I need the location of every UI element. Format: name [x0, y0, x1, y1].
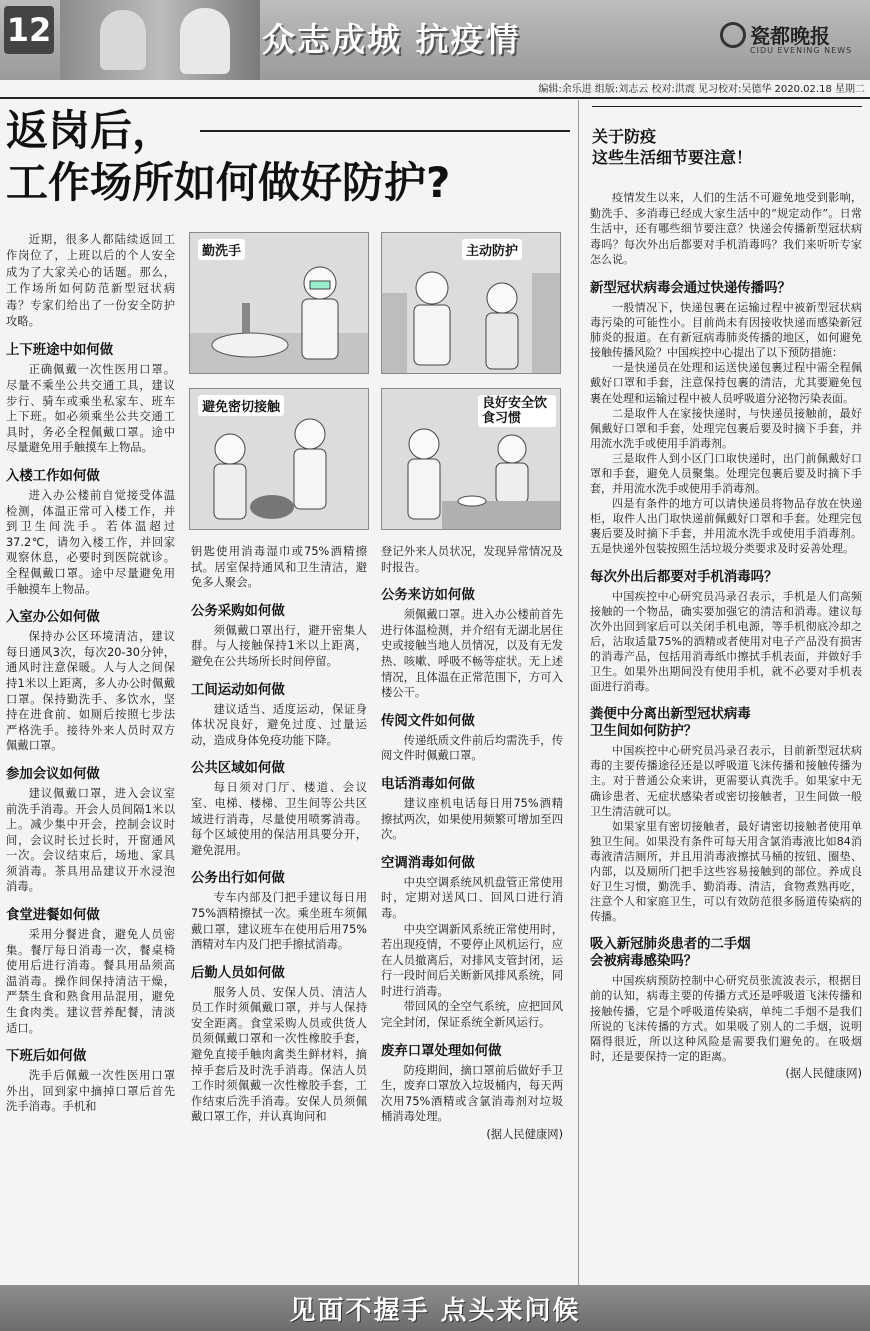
- illustration-grid: [189, 232, 563, 532]
- section-heading-line-2: 会被病毒感染吗？: [590, 954, 698, 970]
- section-heading: 工间运动如何做: [191, 682, 285, 698]
- section-body: 中国疾病预防控制中心研究员张流波表示，根据目前的认知，病毒主要的传播方式还是呼吸道飞沫传播和接触传播，它是个呼吸道传染病，单纯二手烟不是我们所说的飞沫传播的方式。如果吸了别人的二手烟，说明隔得很近，所以这种风险是需要我们避免的。在吸烟时，还是要保持一定的距离。: [590, 974, 862, 1063]
- side-intro: [590, 190, 862, 268]
- article-source: (据人民健康网): [486, 1128, 563, 1142]
- side-title-line-1: 关于防疫: [592, 127, 657, 146]
- section-heading: 电话消毒如何做: [381, 776, 475, 792]
- header-banner: [0, 0, 870, 80]
- section-body: 中央空调系统风机盘管正常使用时，定期对送风口、回风口进行消毒。: [381, 875, 563, 920]
- section-body: 带回风的全空气系统，应把回风完全封闭，保证系统全新风运行。: [381, 1000, 563, 1030]
- article-intro: [6, 232, 175, 330]
- section-body: 中国疾控中心研究员冯录召表示，手机是人们高频接触的一个物品，确实要加强它的清洁和消毒。建议每次外出回到家后可以关闭手机电源，等手机彻底冷却之后，沾取适量75%的酒精或者使用对电子产品没有损害的消毒产品，包括用消毒纸巾擦拭手机表面，并做好手卫生。如果外出期间没有使用手机，就不必要对手机表面进行消毒。: [590, 589, 862, 694]
- side-title-rule: [592, 106, 862, 107]
- panel-label: 勤洗手: [198, 239, 245, 260]
- section-heading: 粪便中分离出新型冠状病毒: [590, 707, 751, 723]
- logo-name: 瓷都晚报: [750, 24, 830, 48]
- section-body: 须佩戴口罩。进入办公楼前首先进行体温检测，并介绍有无湖北居住史或接触当地人员情况，以及有无发热、咳嗽、呼吸不畅等症状。无上述情况，且体温在正常范围下，方可入楼公干。: [381, 608, 563, 700]
- section-heading: 入室办公如何做: [6, 610, 100, 626]
- headline-line-2: 工作场所如何做好防护?: [6, 158, 451, 207]
- section-body: 每日须对门厅、楼道、会议室、电梯、楼梯、卫生间等公共区域进行消毒，尽量使用喷雾消毒。每个区域使用的保洁用具要分开，避免混用。: [191, 781, 367, 857]
- illustration-panel-diet: [381, 388, 561, 530]
- section-body: 建议座机电话每日用75%酒精擦拭两次，如果使用频繁可增加至四次。: [381, 796, 563, 842]
- section-body: 中央空调新风系统正常使用时，若出现疫情，不要停止风机运行，应在人员撤离后，对排风支管封闭，运行一段时间后关断新风排风系统，同时进行消毒。: [381, 922, 563, 998]
- section-heading: 空调消毒如何做: [381, 855, 475, 871]
- headline-line-1: 返岗后，: [6, 106, 175, 155]
- column-middle-2: [381, 544, 563, 1143]
- column-right: [590, 190, 862, 1082]
- logo-mark-icon: [720, 22, 746, 48]
- section-body: 保持办公区环境清洁，建议每日通风3次，每次20-30分钟，通风时注意保暖。人与人之间保持1米以上距离，多人办公时佩戴口罩。保持勤洗手、多饮水，坚持在进食前、如厕后按照七步法严格洗手。接待外来人员时双方佩戴口罩。: [6, 630, 175, 753]
- illustration-panel-distance: [189, 388, 369, 530]
- panel-label: 避免密切接触: [198, 395, 284, 416]
- section-heading: 参加会议如何做: [6, 766, 100, 782]
- headline-rule: [200, 130, 570, 132]
- column-divider: [578, 100, 579, 1285]
- section-body: 建议适当、适度运动，保证身体状况良好，避免过度、过量运动，造成身体免疫功能下降。: [191, 702, 367, 747]
- banner-person-figure: [180, 8, 230, 74]
- section-body: 三是取件人到小区门口取快递时，出门前佩戴好口罩和手套，避免人员聚集。处理完包裹后要及时摘下手套，并用流水洗手或使用手消毒剂。: [590, 451, 862, 496]
- side-article-title: [592, 126, 862, 168]
- section-heading: 公务采购如何做: [191, 603, 285, 619]
- section-body: 建议佩戴口罩，进入会议室前洗手消毒。开会人员间隔1米以上。减少集中开会，控制会议时间，会议时长过长时，开窗通风一次。会议结束后，场地、家具须消毒。茶具用品建议开水浸泡消毒。: [6, 786, 175, 894]
- section-body: 传递纸质文件前后均需洗手，传阅文件时佩戴口罩。: [381, 733, 563, 763]
- side-title-line-2: 这些生活细节要注意！: [592, 148, 753, 167]
- header-rule: [0, 97, 870, 99]
- section-body: 一是快递员在处理和运送快递包裹过程中需全程佩戴好口罩和手套，注意保持包裹的清洁，尤其要避免包裹在处理和运输过程中被人员呼吸道分泌物污染表面。: [590, 361, 862, 405]
- continued-text: 钥匙使用消毒湿巾或75%酒精擦拭。居室保持通风和卫生清洁，避免多人聚会。: [191, 545, 367, 590]
- section-heading: 公务来访如何做: [381, 588, 475, 604]
- section-heading: 公务出行如何做: [191, 871, 285, 887]
- section-body: 进入办公楼前自觉接受体温检测，体温正常可入楼工作，并到卫生间洗手。若体温超过37.2℃，请勿入楼工作，并回家观察休息，必要时到医院就诊。全程佩戴口罩。途中尽量避免用手触摸车上物品。: [6, 489, 175, 596]
- panel-label: 主动防护: [462, 239, 522, 260]
- section-body: 一般情况下，快递包裹在运输过程中被新型冠状病毒污染的可能性小。目前尚未有因接收快递而感染新冠肺炎的报道。在有新冠病毒肺炎传播的地区，如何避免接触传播风险？中国疾控中心提出了以下预防措施：: [590, 300, 862, 360]
- section-body: 如果家里有密切接触者，最好请密切接触者使用单独卫生间。如果没有条件可每天用含氯消毒液比如84消毒液清洁厕所，并且用消毒液擦拭马桶的按钮、圈垫、内部，以及厕所门把手这些容易接触到的部位。养成良好卫生习惯，勤洗手、勤消毒、清洁，食物煮熟再吃，注意个人和家庭卫生，可以有效防范很多肠道传染病的传播。: [590, 819, 862, 924]
- newspaper-logo: [720, 22, 870, 62]
- section-heading: 公共区域如何做: [191, 761, 285, 777]
- section-body: 须佩戴口罩出行，避开密集人群。与人接触保持1米以上距离，避免在公共场所长时间停留。: [191, 623, 367, 668]
- illustration-panel-handwash: [189, 232, 369, 374]
- panel-label: 良好安全饮食习惯: [478, 395, 556, 427]
- page-number: 12: [4, 6, 54, 54]
- section-heading: 新型冠状病毒会通过快递传播吗？: [590, 280, 791, 296]
- section-title: 众志成城 抗疫情: [262, 19, 521, 59]
- banner-photo: [60, 0, 260, 80]
- section-body: 防疫期间，摘口罩前后做好手卫生，废弃口罩放入垃圾桶内，每天两次用75%酒精或含氯消毒剂对垃圾桶消毒处理。: [381, 1063, 563, 1124]
- section-body: 二是取件人在家接快递时，与快递员接触前，最好佩戴好口罩和手套，处理完包裹后要及时摘下手套，并用流水洗手或使用手消毒剂。: [590, 406, 862, 450]
- banner-person-figure: [100, 10, 146, 70]
- section-heading: 每次外出后都要对手机消毒吗？: [590, 569, 778, 585]
- column-middle-1: [191, 544, 367, 1125]
- section-body: 中国疾控中心研究员冯录召表示，目前新型冠状病毒的主要传播途径还是以呼吸道飞沫传播和接触传播为主。对于普通公众来讲，更需要认真洗手。如果家中无确诊患者、无症状感染者或密切接触者，卫生间做一般卫生清洁就可以。: [590, 744, 862, 818]
- continued-text: 登记外来人员状况，发现异常情况及时报告。: [381, 545, 563, 574]
- section-body: 采用分餐进食，避免人员密集。餐厅每日消毒一次，餐桌椅使用后进行消毒。餐具用品须高温消毒。操作间保持清洁干燥，严禁生食和熟食用品混用，避免生食肉类。建议营养配餐，清淡适口。: [6, 928, 175, 1035]
- editor-credits: 编辑:余乐进 组版:刘志云 校对:洪震 见习校对:吴德华 2020.02.18 星期二: [538, 84, 865, 95]
- illustration-panel-protection: [381, 232, 561, 374]
- main-headline: [6, 105, 576, 209]
- section-body: 服务人员、安保人员、清洁人员工作时须佩戴口罩，并与人保持安全距离。食堂采购人员或供货人员须佩戴口罩和一次性橡胶手套，避免直接手触肉禽类生鲜材料，摘掉手套后及时洗手消毒。保洁人员工作时须佩戴一次性橡胶手套，工作结束后洗手消毒。安保人员须佩戴口罩工作，并认真询问和: [191, 985, 367, 1124]
- section-heading: 后勤人员如何做: [191, 965, 285, 981]
- section-heading: 下班后如何做: [6, 1049, 87, 1065]
- footer-banner: [0, 1285, 870, 1331]
- section-heading: 废弃口罩处理如何做: [381, 1043, 502, 1059]
- logo-english: CIDU EVENING NEWS: [750, 46, 853, 55]
- section-heading: 上下班途中如何做: [6, 343, 114, 359]
- column-left: [6, 232, 175, 1115]
- section-body: 洗手后佩戴一次性医用口罩外出，回到家中摘掉口罩后首先洗手消毒。手机和: [6, 1069, 175, 1114]
- intro-text: 近期，很多人都陆续返回工作岗位了，上班以后的个人安全成为了大家关心的话题。那么，工作场所如何防范新型冠状病毒？专家们给出了一份安全防护攻略。: [6, 233, 175, 329]
- section-body: 专车内部及门把手建议每日用75%酒精擦拭一次。乘坐班车须佩戴口罩，建议班车在使用后用75%酒精对车内及门把手擦拭消毒。: [191, 891, 367, 952]
- section-heading: 传阅文件如何做: [381, 713, 475, 729]
- section-body: 四是有条件的地方可以请快递员将物品存放在快递柜，取件人出门取快递前佩戴好口罩和手套。处理完包裹后要及时摘下手套，并用流水洗手或使用手消毒剂。五是快递外包装按照生活垃圾分类要求及时妥善处理。: [590, 497, 862, 556]
- section-heading: 入楼工作如何做: [6, 469, 100, 484]
- section-heading-line-2: 卫生间如何防护？: [590, 724, 698, 740]
- side-intro-text: 疫情发生以来，人们的生活不可避免地受到影响，勤洗手、多消毒已经成大家生活中的“规定动作”。日常生活中，还有哪些细节要注意？快递会传播新型冠状病毒吗？每次外出后都要对手机消毒吗？我们来听听专家怎么说。: [590, 191, 862, 267]
- section-body: 正确佩戴一次性医用口罩。尽量不乘坐公共交通工具，建议步行、骑车或乘坐私家车、班车上下班。如必须乘坐公共交通工具时，务必全程佩戴口罩。途中尽量避免用手触摸车上物品。: [6, 363, 175, 455]
- section-heading: 食堂进餐如何做: [6, 908, 100, 924]
- footer-slogan: 见面不握手 点头来问候: [289, 1295, 581, 1326]
- article-source: (据人民健康网): [785, 1066, 862, 1080]
- section-heading: 吸入新冠肺炎患者的二手烟: [590, 937, 751, 953]
